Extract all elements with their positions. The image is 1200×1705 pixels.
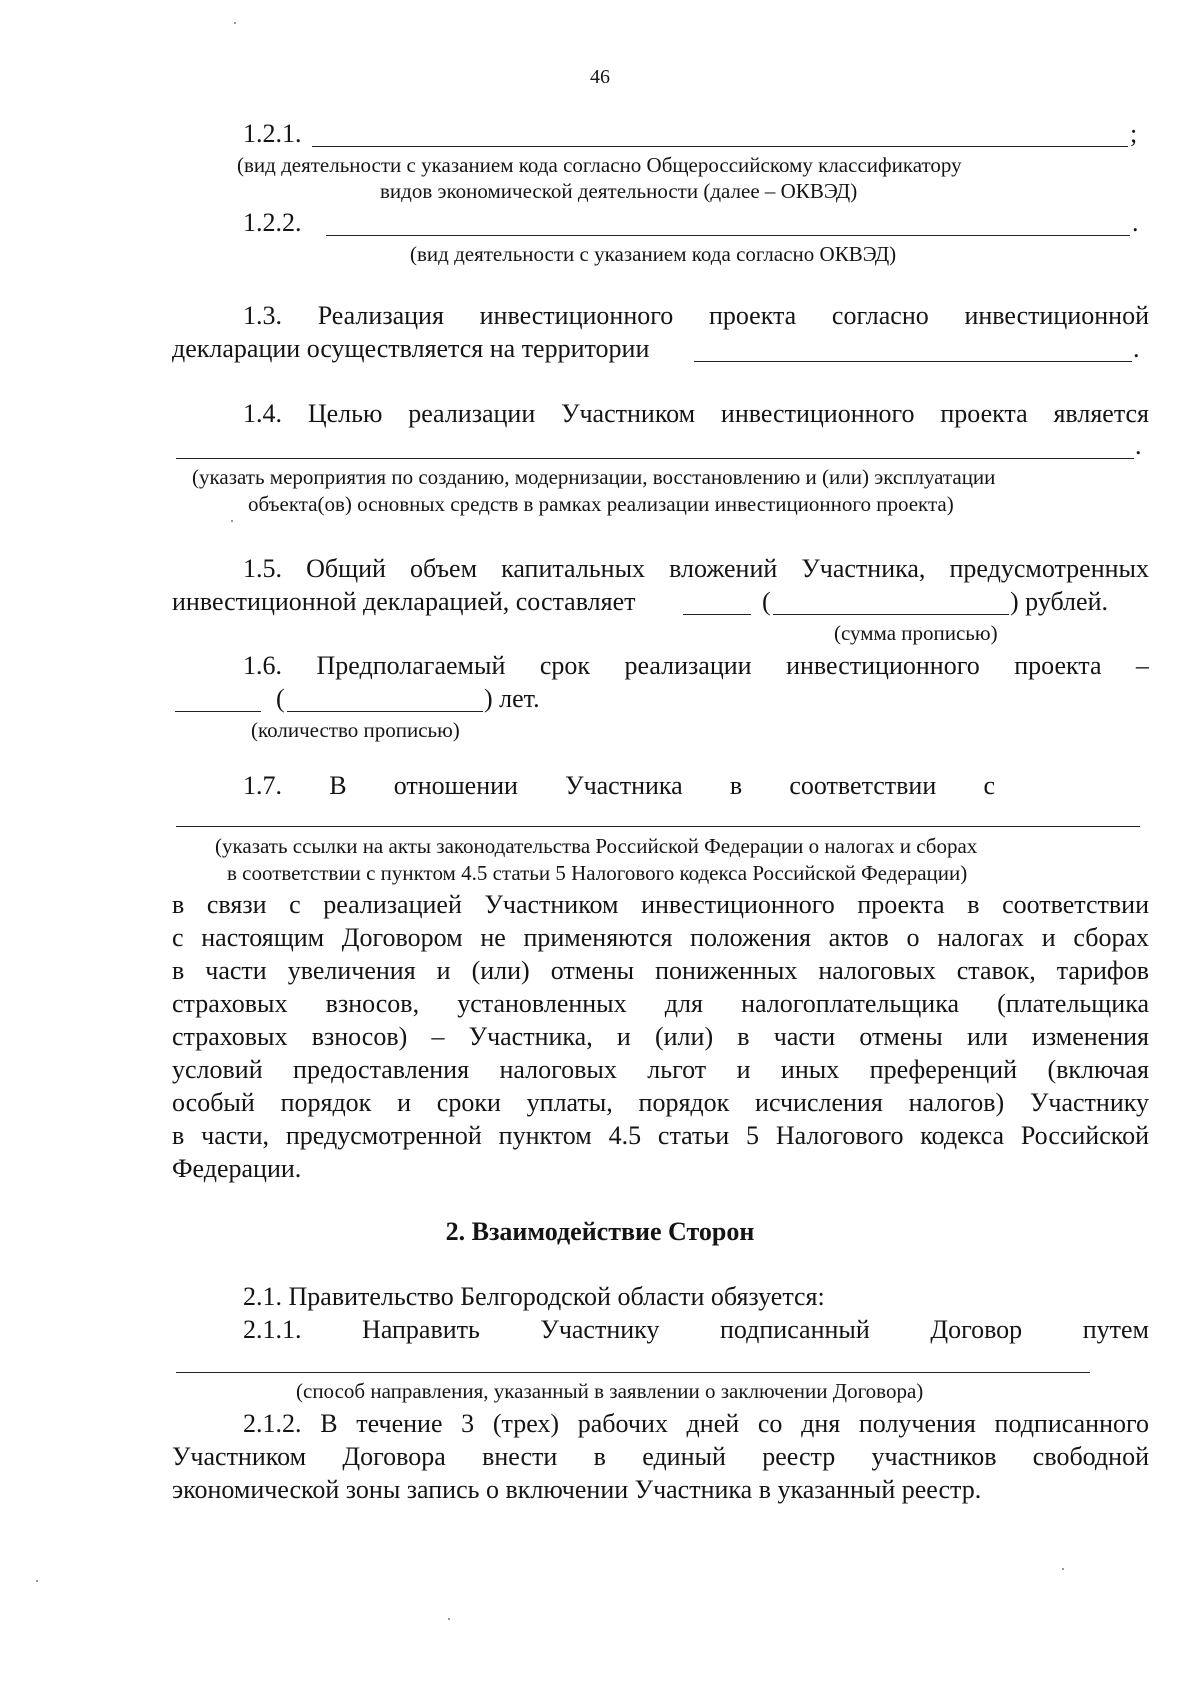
item-1-7-body-line: в связи с реализацией Участником инвестиционного проекта в соответствии bbox=[172, 890, 1149, 919]
item-1-4-line-1: 1.4. Целью реализации Участником инвестиционного проекта является bbox=[243, 399, 1149, 428]
item-1-6-note: (количество прописью) bbox=[251, 718, 460, 742]
item-1-4-note-1: (указать мероприятия по созданию, модернизации, восстановлению и (или) эксплуатации bbox=[192, 465, 996, 489]
item-1-7-line-1: 1.7. В отношении Участника в соответствии с bbox=[243, 771, 995, 800]
item-2-1-2-line: 2.1.2. В течение 3 (трех) рабочих дней со дня получения подписанного bbox=[243, 1409, 1149, 1438]
item-1-2-1-note-1: (вид деятельности с указанием кода согласно Общероссийскому классификатору bbox=[237, 153, 962, 177]
scan-speck bbox=[36, 1580, 38, 1582]
item-1-5-line-1: 1.5. Общий объем капитальных вложений Участника, предусмотренных bbox=[243, 554, 1149, 583]
item-1-3-end: . bbox=[1133, 334, 1140, 363]
section-2-heading: 2. Взаимодействие Сторон bbox=[445, 1217, 755, 1246]
item-1-7-body-line: особый порядок и сроки уплаты, порядок исчисления налогов) Участнику bbox=[172, 1088, 1149, 1117]
item-1-4-note-2: объекта(ов) основных средств в рамках реализации инвестиционного проекта) bbox=[248, 492, 954, 516]
item-2-1-1-note: (способ направления, указанный в заявлении о заключении Договора) bbox=[296, 1379, 924, 1403]
item-2-1-2-last: экономической зоны запись о включении Участника в указанный реестр. bbox=[172, 1475, 982, 1504]
scan-speck bbox=[231, 520, 233, 522]
item-1-7-note-1: (указать ссылки на акты законодательства Российской Федерации о налогах и сборах bbox=[215, 834, 978, 858]
item-1-7-note-2: в соответствии с пунктом 4.5 статьи 5 Налогового кодекса Российской Федерации) bbox=[227, 861, 968, 885]
item-1-2-1-blank bbox=[312, 146, 1128, 147]
item-1-5-line-2b: ( bbox=[762, 587, 771, 616]
item-1-2-2-blank bbox=[326, 235, 1130, 236]
item-1-6-line-2a: ( bbox=[276, 684, 285, 713]
item-2-1-1-line: 2.1.1. Направить Участнику подписанный Договор путем bbox=[243, 1315, 1149, 1344]
item-1-5-line-2a: инвестиционной декларацией, составляет bbox=[172, 587, 636, 616]
item-1-5-line-2c: ) рублей. bbox=[1010, 587, 1108, 616]
item-1-7-blank bbox=[176, 826, 1140, 827]
item-1-2-2-note: (вид деятельности с указанием кода согласно ОКВЭД) bbox=[410, 242, 897, 266]
item-1-2-1-note-2: видов экономической деятельности (далее – ОКВЭД) bbox=[380, 179, 858, 203]
item-1-7-body-last: Федерации. bbox=[172, 1154, 302, 1183]
item-1-4-blank bbox=[176, 458, 1134, 459]
item-1-2-1-end: ; bbox=[1130, 119, 1138, 148]
item-1-2-1-number: 1.2.1. bbox=[243, 119, 302, 148]
page-number: 46 bbox=[590, 66, 610, 88]
item-1-7-body-line: условий предоставления налоговых льгот и иных преференций (включая bbox=[172, 1055, 1149, 1084]
item-1-7-body-line: страховых взносов) – Участника, и (или) в части отмены или изменения bbox=[172, 1022, 1149, 1051]
item-1-3-line-2: декларации осуществляется на территории bbox=[172, 334, 650, 363]
item-1-5-note: (сумма прописью) bbox=[834, 621, 998, 645]
item-1-6-words-blank bbox=[287, 711, 483, 712]
item-1-5-words-blank bbox=[773, 614, 1009, 615]
item-2-1-1-blank bbox=[176, 1372, 1090, 1373]
item-1-4-end: . bbox=[1135, 431, 1142, 460]
item-2-1: 2.1. Правительство Белгородской области обязуется: bbox=[243, 1282, 825, 1311]
item-1-6-years-blank bbox=[175, 711, 261, 712]
scan-speck bbox=[234, 22, 236, 24]
scan-speck bbox=[1062, 1568, 1064, 1570]
item-1-7-body-line: с настоящим Договором не применяются положения актов о налогах и сборах bbox=[172, 923, 1149, 952]
item-1-7-body-line: страховых взносов, установленных для налогоплательщика (плательщика bbox=[172, 989, 1149, 1018]
item-2-1-2-line: Участником Договора внести в единый реестр участников свободной bbox=[172, 1442, 1149, 1471]
item-1-7-body-line: в части увеличения и (или) отмены пониженных налоговых ставок, тарифов bbox=[172, 956, 1149, 985]
item-1-2-2-number: 1.2.2. bbox=[243, 208, 302, 237]
item-1-3-line-1: 1.3. Реализация инвестиционного проекта согласно инвестиционной bbox=[243, 301, 1149, 330]
item-1-5-sum-blank bbox=[683, 614, 751, 615]
item-1-6-line-1: 1.6. Предполагаемый срок реализации инвестиционного проекта – bbox=[243, 651, 1149, 680]
item-1-6-line-2b: ) лет. bbox=[484, 684, 540, 713]
item-1-7-body-line: в части, предусмотренной пунктом 4.5 статьи 5 Налогового кодекса Российской bbox=[172, 1121, 1149, 1150]
item-1-2-2-end: . bbox=[1132, 208, 1139, 237]
scan-speck bbox=[448, 1618, 450, 1620]
item-1-3-blank bbox=[694, 361, 1132, 362]
